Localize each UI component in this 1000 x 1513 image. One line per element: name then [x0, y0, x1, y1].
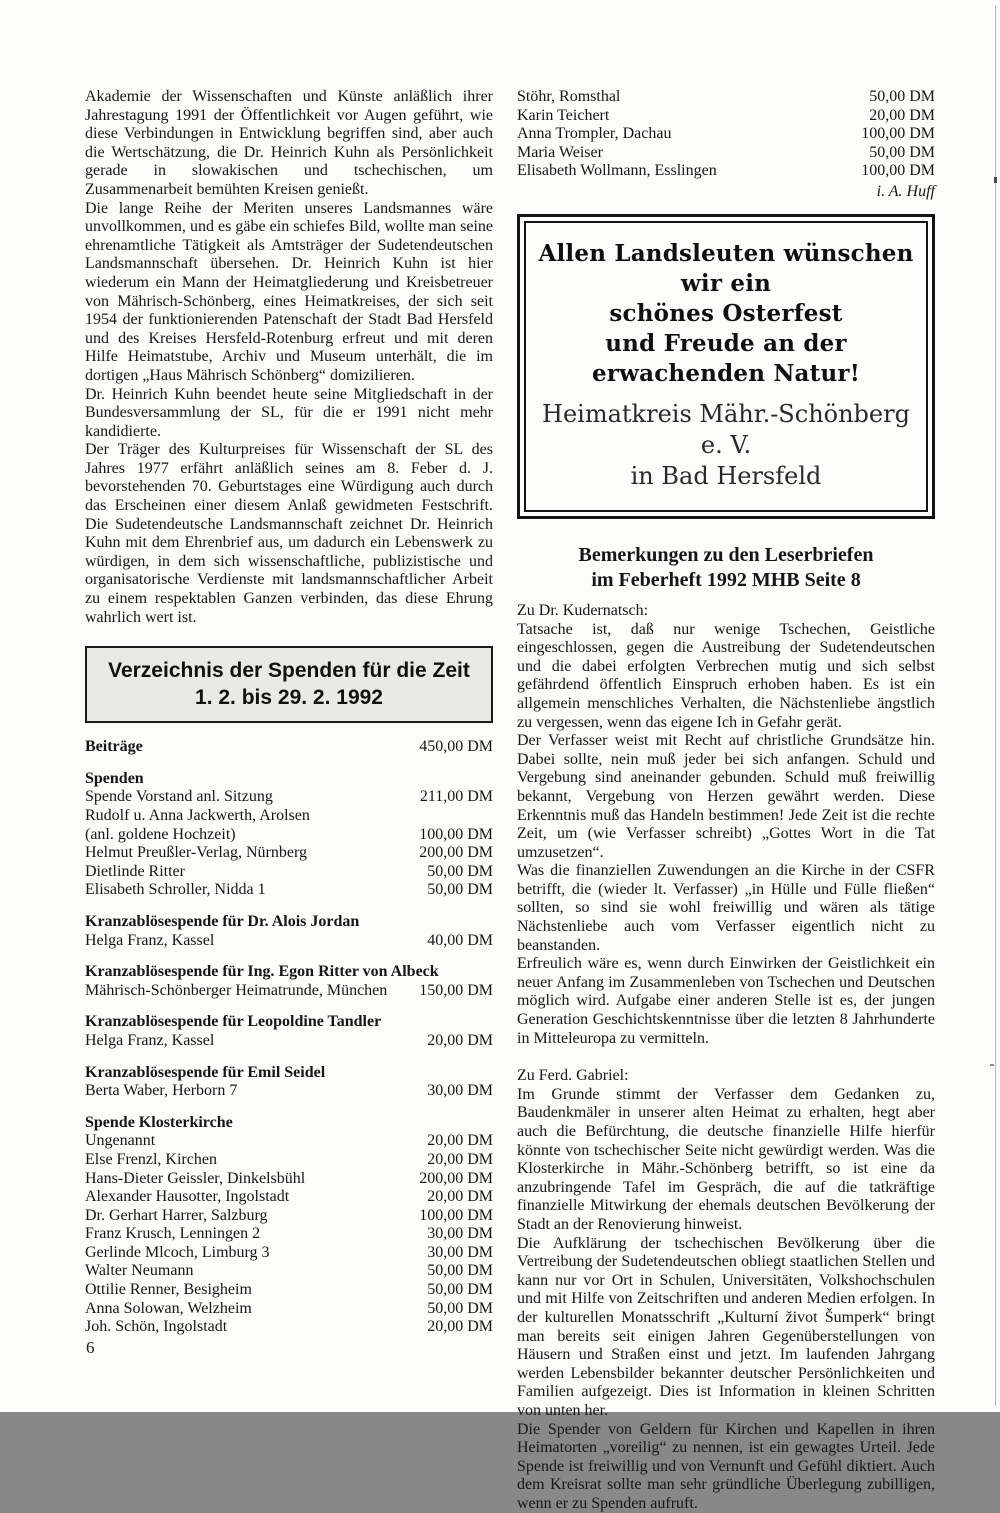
donation-amount: 200,00 DM	[419, 844, 493, 863]
donor-name: Ungenannt	[85, 1132, 427, 1151]
donation-rows	[85, 1132, 493, 1337]
donation-section	[85, 913, 493, 950]
donation-amount: 50,00 DM	[869, 144, 935, 163]
donation-row	[517, 144, 935, 163]
donation-amount: 30,00 DM	[427, 1225, 493, 1244]
donation-row	[85, 1207, 493, 1226]
donation-rows	[85, 1082, 493, 1101]
donation-section-header: Spenden	[85, 770, 493, 789]
donor-name: (anl. goldene Hochzeit)	[85, 826, 419, 845]
donation-rows	[85, 932, 493, 951]
letter-paragraph: Erfreulich wäre es, wenn durch Einwirken der Geistlichkeit ein neuer Anfang im Zusammenleben von Tschechen und Deutschen möglich wird. Aufgabe einer anderen Stelle ist es, der jungen Generation Geschichtskenntnisse über die letzten 8 Jahrhunderte in Mitteleuropa zu vermitteln.	[517, 955, 935, 1048]
donation-amount: 211,00 DM	[420, 788, 493, 807]
donation-amount: 200,00 DM	[419, 1170, 493, 1189]
donation-rows	[85, 788, 493, 900]
donor-name: Berta Waber, Herborn 7	[85, 1082, 427, 1101]
donor-name: Anna Trompler, Dachau	[517, 125, 861, 144]
donation-amount: 50,00 DM	[869, 88, 935, 107]
donor-name: Dr. Gerhart Harrer, Salzburg	[85, 1207, 419, 1226]
letter-block	[517, 602, 935, 1048]
donor-name: Stöhr, Romsthal	[517, 88, 869, 107]
donation-amount: 50,00 DM	[427, 863, 493, 882]
donation-amount: 20,00 DM	[427, 1188, 493, 1207]
greeting-line3: und Freude an der erwachenden Natur!	[534, 329, 918, 389]
donation-row	[85, 1244, 493, 1263]
donation-section-header: Kranzablösespende für Ing. Egon Ritter von Albeck	[85, 963, 493, 982]
donor-name: Rudolf u. Anna Jackwerth, Arolsen	[85, 807, 493, 826]
donation-row	[85, 1170, 493, 1189]
letter-paragraphs	[517, 621, 935, 1049]
donation-row	[85, 1032, 493, 1051]
letter-paragraphs	[517, 1086, 935, 1513]
donor-name: Alexander Hausotter, Ingolstadt	[85, 1188, 427, 1207]
donor-name: Ottilie Renner, Besigheim	[85, 1281, 427, 1300]
donation-list-title-line2: 1. 2. bis 29. 2. 1992	[93, 684, 485, 711]
donation-amount: 30,00 DM	[427, 1244, 493, 1263]
donor-name: Franz Krusch, Lenningen 2	[85, 1225, 427, 1244]
article-paragraph: Die lange Reihe der Meriten unseres Landsmannes wäre unvollkommen, und es gäbe ein schiefes Bild, wollte man seine ehrenamtliche Tätigkeit als Amtsträger der Sudetendeutschen Landsmannschaft übersehen. Dr. Heinrich Kuhn ist hier wiederum ein Mann der Heimatgliederung und Kreisbetreuer von Mährisch-Schönberg, eines Heimatkreises, der sich seit 1954 der funktionierenden Patenschaft der Stadt Bad Hersfeld und des Kreises Hersfeld-Rotenburg erfreut und mit deren Hilfe Heimatstube, Archiv und Museum unterhält, die im dortigen „Haus Mährisch Schönberg“ domizilieren.	[85, 200, 493, 386]
donation-row	[85, 1281, 493, 1300]
donation-row	[85, 1318, 493, 1337]
letter-block	[517, 1067, 935, 1513]
letter-paragraph: Was die finanziellen Zuwendungen an die Kirche in der CSFR betrifft, die (wieder lt. Verfasser) „in Hülle und Fülle fließen“ sollten, so sind sie wohl freiwillig und wären als tätige Nächstenliebe auch vom Verfasser eigentlich nicht zu beanstanden.	[517, 862, 935, 955]
donation-amount: 50,00 DM	[427, 1281, 493, 1300]
donation-row	[517, 88, 935, 107]
donation-row	[517, 162, 935, 181]
letters-body	[517, 602, 935, 1513]
donor-name: Helmut Preußler-Verlag, Nürnberg	[85, 844, 419, 863]
letters-section-heading	[517, 543, 935, 593]
donation-section	[85, 770, 493, 900]
letter-paragraph: Der Verfasser weist mit Recht auf christliche Grundsätze hin. Dabei sollte, nein muß jeder bei sich anfangen. Schuld und Vergebung sind aneinander gebunden. Schuld muß freiwillig bekannt, Vergebung von Herzen gewährt werden. Diese Erkenntnis muß das Handeln bestimmen! Jede Zeit ist die rechte Zeit, um (wie Verfasser schreibt) „Gottes Wort in die Tat umzusetzen“.	[517, 732, 935, 862]
letter-addressee: Zu Ferd. Gabriel:	[517, 1067, 935, 1086]
treasurer-signature: i. A. Huff	[517, 182, 935, 201]
page-number: 6	[86, 1338, 95, 1358]
letters-heading-line2: im Feberheft 1992 MHB Seite 8	[517, 568, 935, 593]
donor-name: Anna Solowan, Welzheim	[85, 1300, 427, 1319]
donor-name: Mährisch-Schönberger Heimatrunde, München	[85, 982, 419, 1001]
greeting-org	[534, 399, 918, 492]
donation-amount: 30,00 DM	[427, 1082, 493, 1101]
donation-row	[85, 881, 493, 900]
donation-amount: 100,00 DM	[861, 162, 935, 181]
org-line1: Heimatkreis Mähr.-Schönberg e. V.	[534, 399, 918, 461]
donation-section-header: Kranzablösespende für Dr. Alois Jordan	[85, 913, 493, 932]
beitraege-row	[85, 738, 493, 757]
donor-list-continued	[517, 88, 935, 181]
donor-name: Maria Weiser	[517, 144, 869, 163]
donation-amount: 150,00 DM	[419, 982, 493, 1001]
donation-row	[85, 1225, 493, 1244]
donation-sections	[85, 770, 493, 1337]
letter-paragraph: Im Grunde stimmt der Verfasser dem Gedanken zu, Baudenkmäler in unserer alten Heimat zu erhalten, hegt aber auch die Befürchtung, die deutsche finanzielle Hilfe hierfür könnte von tschechischer Seite nicht gewürdigt werden. Was die Klosterkirche in Mähr.-Schönberg betrifft, so ist eine da anzubringende Tafel im Gespräch, die auf die tatkräftige finanzielle Mitwirkung der ehemals deutschen Bevölkerung der Stadt an der Renovierung hinweist.	[517, 1086, 935, 1235]
donation-amount: 50,00 DM	[427, 1300, 493, 1319]
donation-amount: 20,00 DM	[427, 1151, 493, 1170]
donation-row	[517, 107, 935, 126]
easter-greeting-box-inner	[524, 221, 928, 512]
donation-amount: 20,00 DM	[427, 1132, 493, 1151]
donation-rows	[85, 1032, 493, 1051]
left-column	[85, 88, 493, 1337]
donation-row	[85, 788, 493, 807]
beitraege-label: Beiträge	[85, 738, 419, 757]
right-column	[517, 88, 935, 1513]
scan-speck	[990, 1064, 994, 1066]
donation-row	[85, 826, 493, 845]
donation-amount: 100,00 DM	[419, 826, 493, 845]
donor-name: Elisabeth Schroller, Nidda 1	[85, 881, 427, 900]
donor-name: Gerlinde Mlcoch, Limburg 3	[85, 1244, 427, 1263]
donation-row	[517, 125, 935, 144]
donation-section-header: Kranzablösespende für Emil Seidel	[85, 1064, 493, 1083]
donation-list-title-box	[85, 646, 493, 723]
donation-section	[85, 1013, 493, 1050]
donation-section-header: Kranzablösespende für Leopoldine Tandler	[85, 1013, 493, 1032]
org-line2: in Bad Hersfeld	[534, 461, 918, 492]
beitraege-amount: 450,00 DM	[419, 738, 493, 757]
donation-amount: 50,00 DM	[427, 1262, 493, 1281]
donor-name: Helga Franz, Kassel	[85, 1032, 427, 1051]
donation-section-header: Spende Klosterkirche	[85, 1114, 493, 1133]
donation-amount: 20,00 DM	[427, 1032, 493, 1051]
donation-section	[85, 963, 493, 1000]
greeting-line2: schönes Osterfest	[534, 299, 918, 329]
donor-name: Walter Neumann	[85, 1262, 427, 1281]
donation-row	[85, 1151, 493, 1170]
donation-amount: 20,00 DM	[427, 1318, 493, 1337]
easter-greeting-box	[517, 214, 935, 519]
article-paragraph: Dr. Heinrich Kuhn beendet heute seine Mitgliedschaft in der Bundesversammlung der SL, für die er 1991 nicht mehr kandidierte.	[85, 386, 493, 442]
donation-row	[85, 1188, 493, 1207]
donation-row	[85, 844, 493, 863]
donor-name: Dietlinde Ritter	[85, 863, 427, 882]
donation-row	[85, 1300, 493, 1319]
donation-section	[85, 1114, 493, 1337]
letter-addressee: Zu Dr. Kudernatsch:	[517, 602, 935, 621]
donation-row	[85, 1082, 493, 1101]
donation-row	[85, 982, 493, 1001]
donation-amount: 40,00 DM	[427, 932, 493, 951]
letter-paragraph: Die Aufklärung der tschechischen Bevölkerung über die Vertreibung der Sudetendeutschen obliegt staatlichen Stellen und kann nur vor Ort in Schulen, Universitäten, Volkshochschulen und mit Hilfe von Zeitschriften und anderen Medien erfolgen. In der kulturellen Monatsschrift „Kulturní život Šumperk“ bringt man bereits seit einigen Jahren Gegenüberstellungen von Häusern und Straßen einst und jetzt. Im laufenden Jahrgang werden Lebensbilder bekannter deutscher Persönlichkeiten und Familien aufgezeigt. Dies ist Information in kleinen Schritten von unten her.	[517, 1235, 935, 1421]
donation-section	[85, 1064, 493, 1101]
donation-row	[85, 1262, 493, 1281]
letters-heading-line1: Bemerkungen zu den Leserbriefen	[517, 543, 935, 568]
donation-amount: 20,00 DM	[869, 107, 935, 126]
donor-name: Elisabeth Wollmann, Esslingen	[517, 162, 861, 181]
donation-row	[85, 932, 493, 951]
donor-name: Spende Vorstand anl. Sitzung	[85, 788, 420, 807]
article-body	[85, 88, 493, 627]
donation-row	[85, 807, 493, 826]
scan-speck	[994, 177, 997, 183]
donation-row	[85, 1132, 493, 1151]
donation-row	[85, 863, 493, 882]
donation-list-title-line1: Verzeichnis der Spenden für die Zeit	[93, 657, 485, 684]
donor-name: Joh. Schön, Ingolstadt	[85, 1318, 427, 1337]
donation-amount: 100,00 DM	[419, 1207, 493, 1226]
letter-paragraph: Die Spender von Geldern für Kirchen und Kapellen in ihren Heimatorten „voreilig“ zu nennen, ist ein gewagtes Urteil. Jede Spende ist freiwillig und von Vernunft und Gefühl diktiert. Auch dem Kreisrat sollte man sehr gründliche Überlegung zubilligen, wenn er zu Spenden aufruft.	[517, 1421, 935, 1513]
donation-rows	[85, 982, 493, 1001]
scan-edge-line	[995, 6, 996, 1406]
article-paragraph: Akademie der Wissenschaften und Künste anläßlich ihrer Jahrestagung 1991 der Öffentlichkeit vor Augen geführt, wie diese Verbindungen in Entwicklung begriffen sind, aber auch die Wertschätzung, die Dr. Heinrich Kuhn als Persönlichkeit gerade in slowakischen und tschechischen, um Zusammenarbeit bemühten Kreisen genießt.	[85, 88, 493, 200]
letter-paragraph: Tatsache ist, daß nur wenige Tschechen, Geistliche eingeschlossen, gegen die Austreibung der Sudetendeutschen und die dabei erfolgten Verbrechen mutig und sich selbst gefährdend öffentlich Einspruch erhoben haben. Es ist ein allgemein menschliches Verhalten, die Nächstenliebe ängstlich zu vergessen, wenn das eigene Ich in Gefahr gerät.	[517, 621, 935, 733]
greeting-line1: Allen Landsleuten wünschen wir ein	[534, 239, 918, 299]
donor-name: Hans-Dieter Geissler, Dinkelsbühl	[85, 1170, 419, 1189]
donor-name: Helga Franz, Kassel	[85, 932, 427, 951]
donor-name: Else Frenzl, Kirchen	[85, 1151, 427, 1170]
donation-amount: 100,00 DM	[861, 125, 935, 144]
article-paragraph: Der Träger des Kulturpreises für Wissenschaft der SL des Jahres 1977 erfährt anläßlich seines am 8. Feber d. J. bevorstehenden 70. Geburtstages eine Würdigung auch durch das Erscheinen einer diesem Anlaß gewidmeten Festschrift. Die Sudetendeutsche Landsmannschaft zeichnet Dr. Heinrich Kuhn mit dem Ehrenbrief aus, um dadurch ein Lebenswerk zu würdigen, in dem sich wissenschaftliche, publizistische und organisatorische Verdienste mit landsmannschaftlicher Arbeit zu einem respektablen Ganzen verbinden, das diese Ehrung wahrlich wert ist.	[85, 441, 493, 627]
donor-name: Karin Teichert	[517, 107, 869, 126]
donation-amount: 50,00 DM	[427, 881, 493, 900]
